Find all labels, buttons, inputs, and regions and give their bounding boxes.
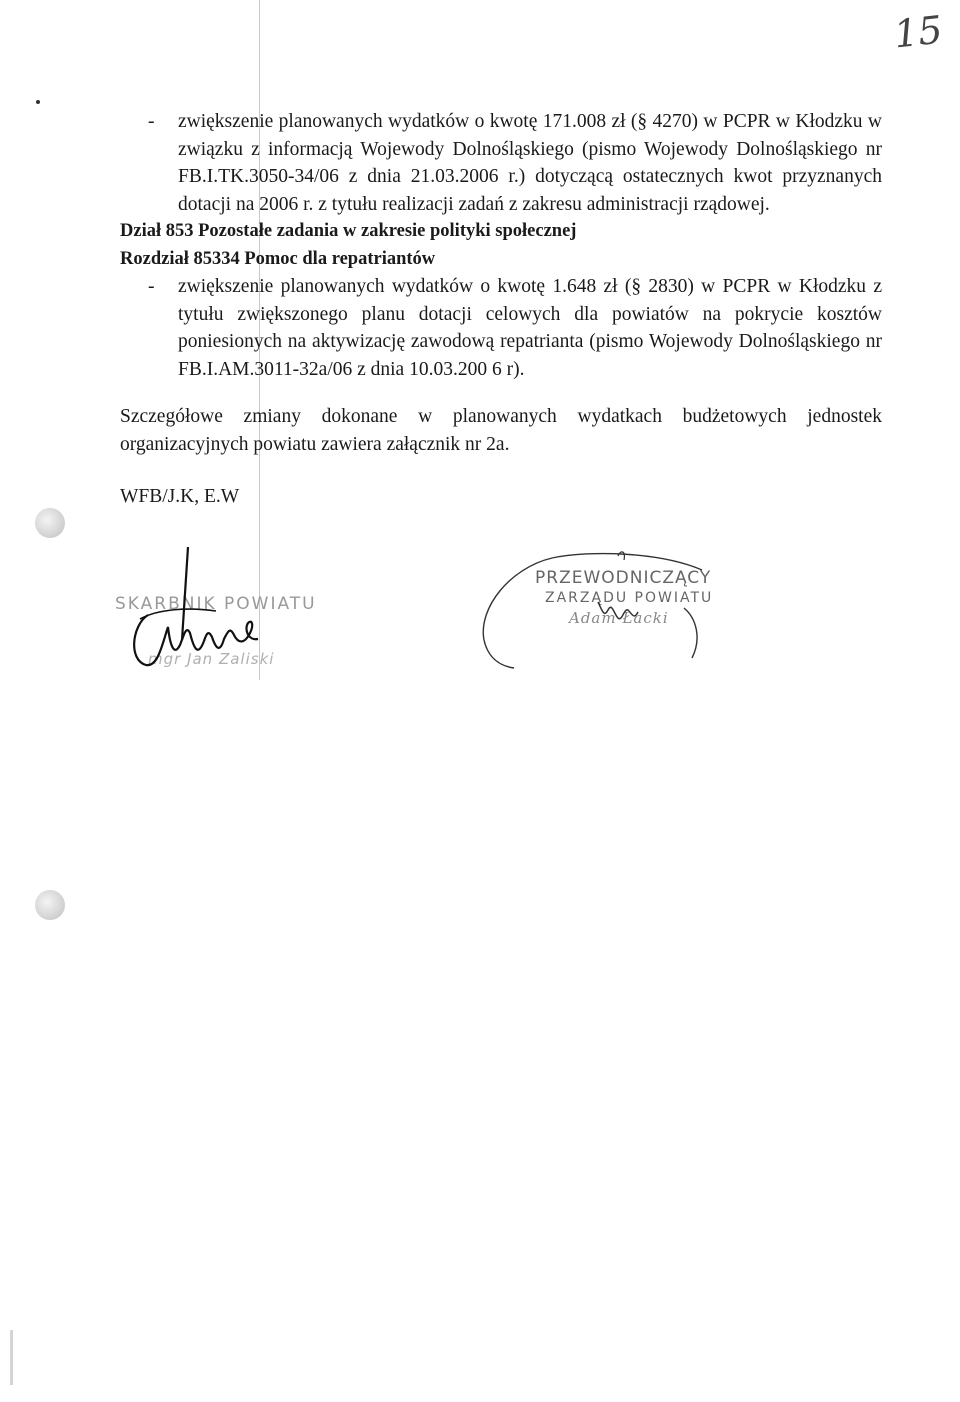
list-item: [120, 108, 882, 218]
scan-speck: [36, 100, 40, 104]
treasurer-stamp-name: mgr Jan Zaliski: [148, 650, 275, 668]
punch-hole-top: [35, 508, 65, 538]
list-dash: -: [148, 111, 155, 132]
list-item-text: zwiększenie planowanych wydatków o kwotę 171.008 zł (§ 4270) w PCPR w Kłodzku w związku z informacją Wojewody Dolnośląskiego (pismo Wojewody Dolnośląskiego nr FB.I.TK.3050-34/06 z dnia 21.03.2006 r.) dotyczącą ostatecznych kwot przyznanych dotacji na 2006 r. z tytułu realizacji zadań z zakresu administracji rządowej.: [178, 111, 882, 215]
list-item-text: zwiększenie planowanych wydatków o kwotę 1.648 zł (§ 2830) w PCPR w Kłodzku z tytułu zwiększonego planu dotacji celowych dla powiatów na pokrycie kosztów poniesionych na aktywizację zawodową repatrianta (pismo Wojewody Dolnośląskiego nr FB.I.AM.3011-32a/06 z dnia 10.03.200 6 r).: [178, 276, 882, 380]
rozdzial-heading: Rozdział 85334 Pomoc dla repatriantów: [120, 248, 436, 269]
document-body: [120, 108, 882, 458]
author-initials: WFB/J.K, E.W: [120, 486, 240, 507]
list-dash: -: [148, 276, 155, 297]
summary-paragraph: Szczegółowe zmiany dokonane w planowanych wydatkach budżetowych jednostek organizacyjnych powiatu zawiera załącznik nr 2a.: [120, 406, 882, 455]
scan-edge-mark: [10, 1330, 13, 1385]
chairman-stamp-subtitle: ZARZĄDU POWIATU: [545, 590, 714, 606]
punch-hole-bottom: [35, 890, 65, 920]
dzial-heading: Dział 853 Pozostałe zadania w zakresie polityki społecznej: [120, 221, 577, 241]
list-item: [120, 273, 882, 383]
chairman-signature: [470, 548, 730, 678]
treasurer-signature: [118, 545, 288, 675]
treasurer-stamp-title: SKARBNIK POWIATU: [115, 594, 317, 614]
chairman-stamp-name: Adam Łacki: [569, 609, 669, 627]
page-number: 15: [891, 7, 945, 57]
chairman-stamp-title: PRZEWODNICZĄCY: [535, 568, 712, 588]
